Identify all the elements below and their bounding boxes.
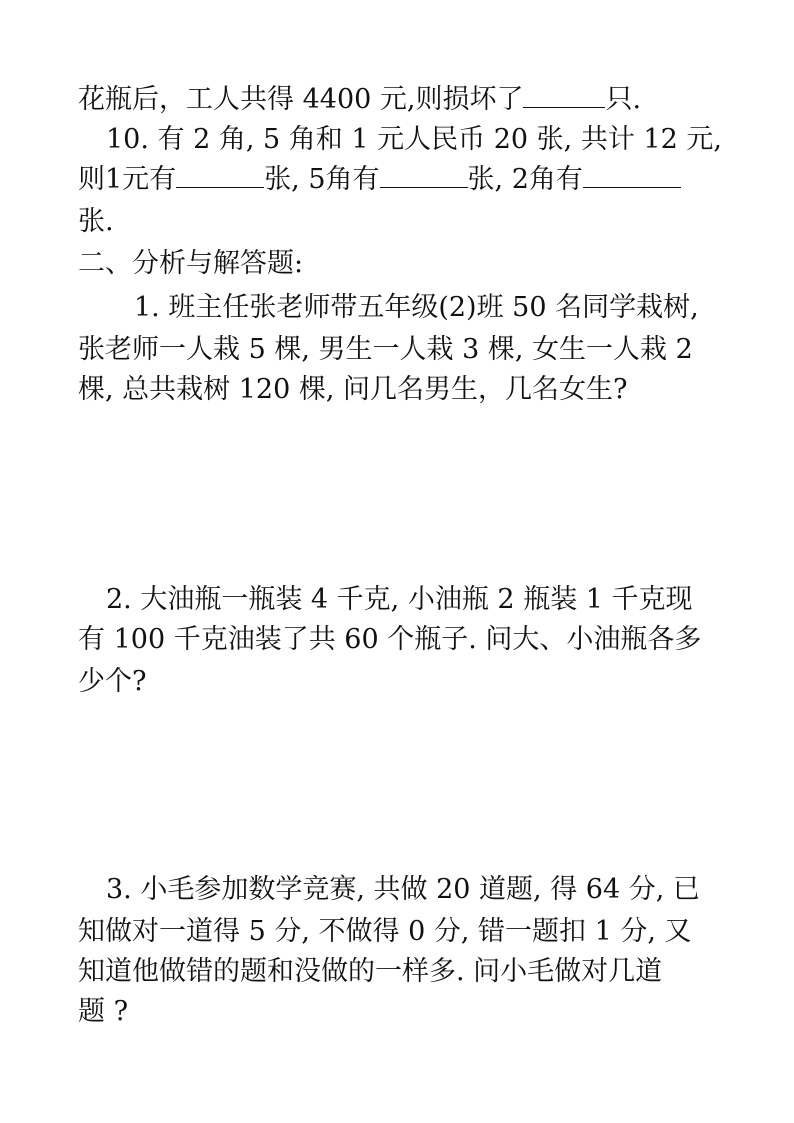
- q10-text-2a: 则1元有: [78, 164, 177, 195]
- problem-1-text-1: 1. 班主任张老师带五年级(2)班 50 名同学栽树,: [134, 292, 699, 323]
- problem-2-text-1: 2. 大油瓶一瓶装 4 千克, 小油瓶 2 瓶装 1 千克现: [106, 584, 693, 615]
- problem-1-line-1: [134, 288, 699, 328]
- section-heading: [78, 244, 303, 284]
- problem-3-text-1: 3. 小毛参加数学竞赛, 共做 20 道题, 得 64 分, 已: [106, 874, 700, 905]
- q10-line-3: [78, 202, 114, 242]
- problem-3-text-2: 知做对一道得 5 分, 不做得 0 分, 错一题扣 1 分, 又: [78, 916, 692, 947]
- q10-two-jiao-blank[interactable]: [583, 161, 681, 188]
- problem-2-line-2: [78, 620, 701, 660]
- q10-five-jiao-blank[interactable]: [380, 161, 468, 188]
- problem-1-text-2: 张老师一人栽 5 棵, 男生一人栽 3 棵, 女生一人栽 2: [78, 334, 693, 365]
- problem-1-line-3: [78, 370, 628, 410]
- problem-3-text-4: 题 ?: [78, 996, 129, 1027]
- q9-unit-text: 只.: [605, 84, 642, 115]
- q9-text: 花瓶后，工人共得 4400 元,则损坏了: [78, 84, 524, 115]
- problem-3-line-2: [78, 912, 692, 952]
- q9-answer-blank[interactable]: [523, 81, 605, 108]
- q10-text-2c: 张, 2角有: [467, 164, 583, 195]
- q9-continuation-line: [78, 80, 641, 120]
- problem-2-line-1: [106, 580, 693, 620]
- q10-text-2b: 张, 5角有: [264, 164, 380, 195]
- q10-text-1: 10. 有 2 角, 5 角和 1 元人民币 20 张, 共计 12 元,: [106, 124, 722, 155]
- problem-3-line-1: [106, 870, 700, 910]
- problem-3-line-4: [78, 992, 128, 1032]
- problem-3-line-3: [78, 952, 662, 992]
- q10-line-1: [106, 120, 722, 160]
- q10-line-2: [78, 160, 681, 200]
- problem-1-line-2: [78, 330, 693, 370]
- problem-2-line-3: [78, 662, 146, 702]
- q10-text-3: 张.: [78, 206, 114, 237]
- problem-2-text-2: 有 100 千克油装了共 60 个瓶子. 问大、小油瓶各多: [78, 624, 702, 655]
- problem-2-text-3: 少个?: [78, 666, 147, 697]
- q10-one-yuan-blank[interactable]: [176, 161, 264, 188]
- problem-1-text-3: 棵, 总共栽树 120 棵, 问几名男生，几名女生?: [78, 374, 628, 405]
- problem-3-text-3: 知道他做错的题和没做的一样多. 问小毛做对几道: [78, 956, 663, 987]
- section-heading-text: 二、分析与解答题:: [78, 248, 304, 279]
